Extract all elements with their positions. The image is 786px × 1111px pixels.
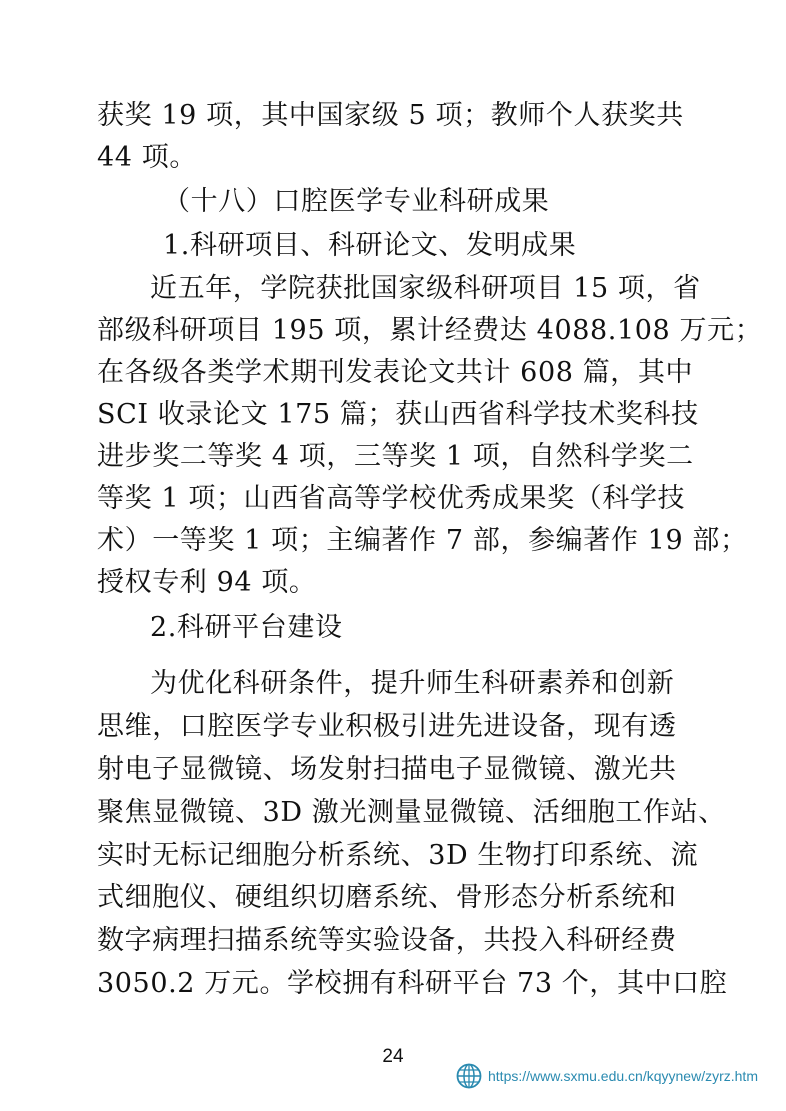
body-text-line: 式细胞仪、硬组织切磨系统、骨形态分析系统和 (97, 882, 677, 913)
footer-link[interactable] (456, 1061, 758, 1091)
body-text-line: 获奖 19 项，其中国家级 5 项；教师个人获奖共 (97, 100, 684, 131)
body-text-line: 数字病理扫描系统等实验设备，共投入科研经费 (97, 925, 677, 956)
body-text-line: 进步奖二等奖 4 项，三等奖 1 项，自然科学奖二 (97, 441, 694, 472)
subsection-heading: 1.科研项目、科研论文、发明成果 (163, 230, 577, 261)
body-text-line: 为优化科研条件，提升师生科研素养和创新 (150, 668, 675, 699)
page-number: 24 (382, 1046, 404, 1067)
body-text-line: SCI 收录论文 175 篇；获山西省科学技术奖科技 (97, 399, 699, 430)
body-text-line: 近五年，学院获批国家级科研项目 15 项，省 (150, 273, 701, 304)
body-text-line: 3050.2 万元。学校拥有科研平台 73 个，其中口腔 (97, 968, 728, 999)
body-text-line: 44 项。 (97, 142, 197, 173)
body-text-line: 术）一等奖 1 项；主编著作 7 部，参编著作 19 部； (97, 525, 748, 556)
body-text-line: 思维，口腔医学专业积极引进先进设备，现有透 (97, 711, 677, 742)
section-heading: （十八）口腔医学专业科研成果 (163, 186, 550, 217)
subsection-heading: 2.科研平台建设 (150, 612, 343, 643)
globe-icon (456, 1063, 482, 1089)
body-text-line: 在各级各类学术期刊发表论文共计 608 篇，其中 (97, 357, 694, 388)
body-text-line: 授权专利 94 项。 (97, 567, 317, 598)
body-text-line: 射电子显微镜、场发射扫描电子显微镜、激光共 (97, 754, 677, 785)
footer-url[interactable]: https://www.sxmu.edu.cn/kqyynew/zyrz.htm (488, 1068, 758, 1084)
body-text-line: 等奖 1 项；山西省高等学校优秀成果奖（科学技 (97, 483, 686, 514)
body-text-line: 聚焦显微镜、3D 激光测量显微镜、活细胞工作站、 (97, 797, 726, 828)
body-text-line: 部级科研项目 195 项，累计经费达 4088.108 万元； (97, 315, 763, 346)
body-text-line: 实时无标记细胞分析系统、3D 生物打印系统、流 (97, 840, 699, 871)
